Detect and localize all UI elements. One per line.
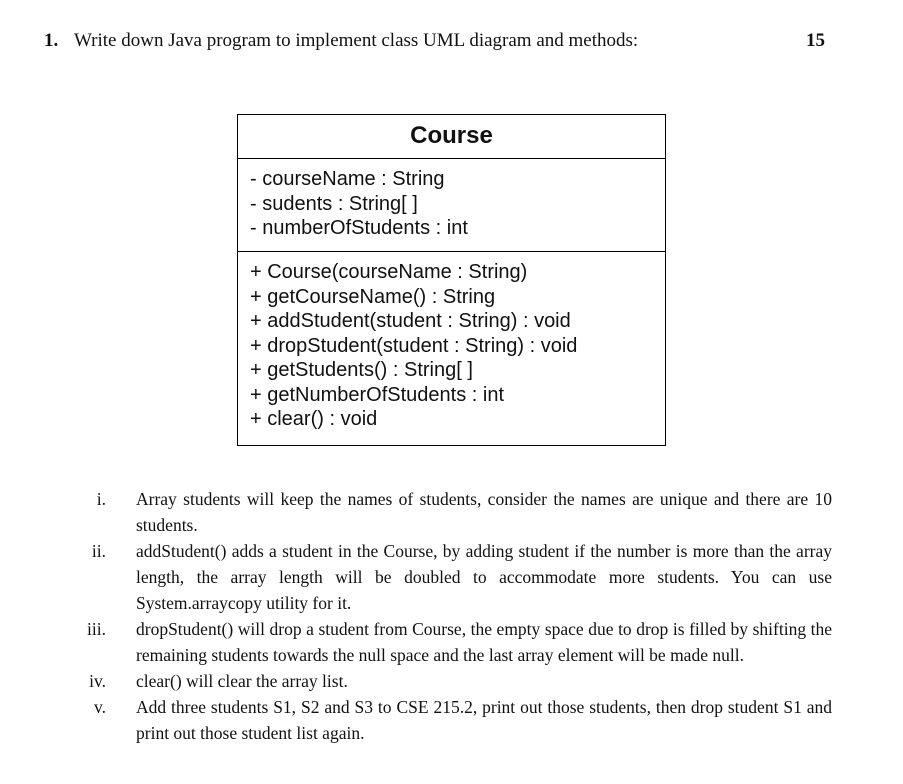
requirements-list [60,486,832,746]
list-numeral: v. [94,697,106,717]
question-header [44,30,844,52]
uml-methods [238,252,665,432]
list-item-text: addStudent() adds a student in the Course, by adding student if the number is more than the array length, the array length will be doubled to accommodate more students. You can use System.arraycopy utility for it. [136,541,832,613]
uml-class-name: Course [238,115,665,159]
question-text: Write down Java program to implement class UML diagram and methods: [74,30,639,51]
list-item [60,694,832,746]
uml-method: + getStudents() : String[ ] [250,359,473,381]
list-item [60,616,832,668]
list-item-text: Add three students S1, S2 and S3 to CSE 215.2, print out those students, then drop student S1 and print out those student list again. [136,697,832,743]
uml-attribute: - courseName : String [250,168,445,190]
list-item [60,668,832,694]
list-numeral: iv. [89,671,106,691]
question-marks: 15 [806,30,825,51]
uml-method: + clear() : void [250,408,378,430]
list-item-text: clear() will clear the array list. [136,671,348,691]
uml-attribute: - sudents : String[ ] [250,192,418,215]
uml-method: + Course(courseName : String) [250,261,528,283]
uml-class-diagram [237,114,666,446]
list-numeral: ii. [91,541,106,561]
list-item-text: dropStudent() will drop a student from Course, the empty space due to drop is filled by shifting the remaining students towards the null space and the last array element will be made null. [136,619,832,665]
list-numeral: iii. [87,619,106,639]
uml-method: + getNumberOfStudents : int [250,383,505,406]
uml-attribute: - numberOfStudents : int [250,217,468,239]
list-item [60,486,832,538]
uml-method: + dropStudent(student : String) : void [250,334,578,357]
question-number: 1. [44,30,59,51]
list-numeral: i. [96,489,106,509]
uml-method: + addStudent(student : String) : void [250,310,571,332]
uml-method: + getCourseName() : String [250,285,496,308]
list-item-text: Array students will keep the names of students, consider the names are unique and there are 10 students. [136,489,832,535]
uml-attributes [238,159,665,252]
list-item [60,538,832,616]
